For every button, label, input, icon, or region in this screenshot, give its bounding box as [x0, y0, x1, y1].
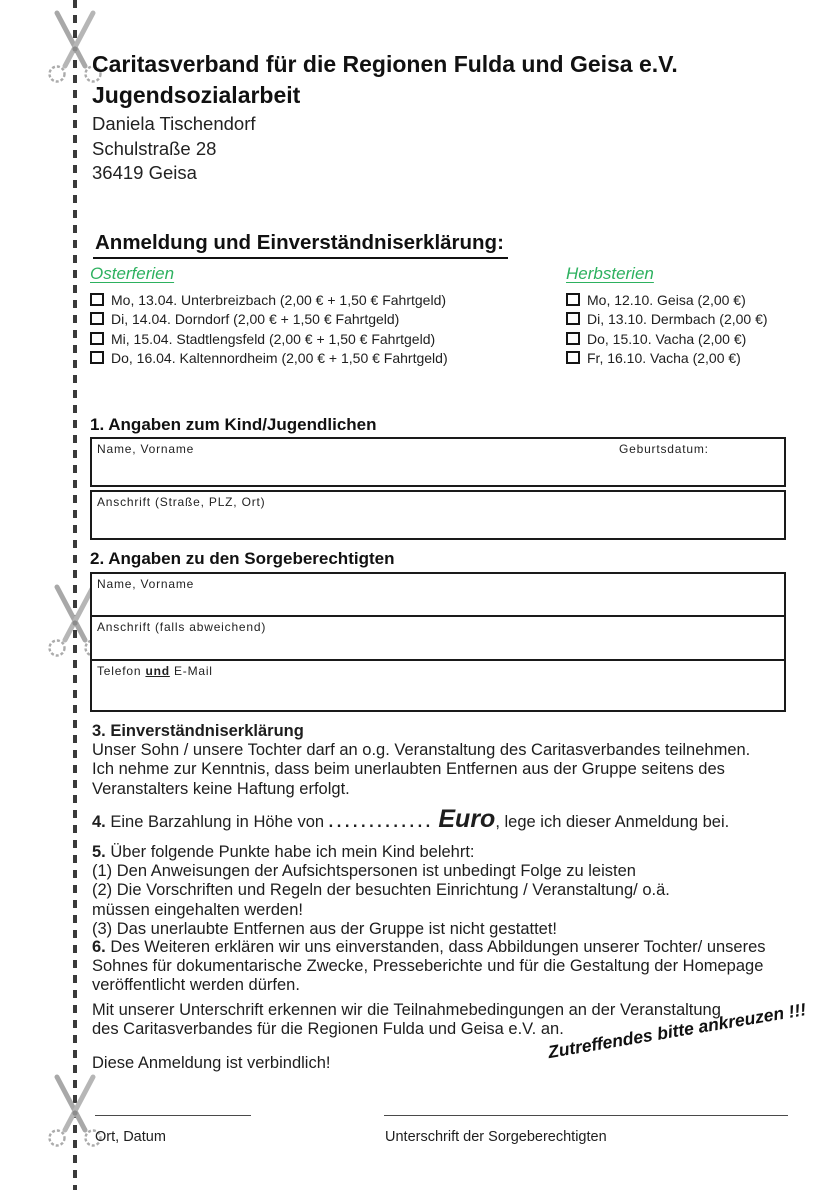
amount-blank[interactable]: ............. [328, 813, 434, 831]
contact-name: Daniela Tischendorf [92, 113, 256, 134]
binding-statement: Diese Anmeldung ist verbindlich! [92, 1054, 331, 1072]
option-label: Mo, 13.04. Unterbreizbach (2,00 € + 1,50 € Fahrtgeld) [111, 292, 447, 308]
form-title: Anmeldung und Einverständniserklärung: [93, 231, 508, 259]
easter-option-row [90, 291, 448, 310]
rules-section [92, 843, 670, 939]
section5-number: 5. [92, 843, 106, 861]
org-department: Jugendsozialarbeit [92, 82, 301, 108]
rules-intro-text: Über folgende Punkte habe ich mein Kind belehrt: [105, 843, 475, 861]
section1-title: 1. Angaben zum Kind/Jugendlichen [90, 415, 377, 434]
und-emphasis: und [145, 664, 170, 678]
org-name: Caritasverband für die Regionen Fulda und Geisa e.V. [92, 51, 678, 77]
ort-datum-label: Ort, Datum [95, 1129, 166, 1145]
autumn-heading: Herbsterien [566, 264, 654, 283]
checkbox-icon[interactable] [90, 351, 104, 364]
checkbox-icon[interactable] [90, 332, 104, 345]
consent-line: Veranstalters keine Haftung erfolgt. [92, 779, 350, 798]
section3-title: 3. Einverständniserklärung [92, 722, 304, 740]
easter-option-row [90, 349, 448, 368]
sorgeberechtigte-signature-line[interactable] [384, 1115, 788, 1116]
rules-intro [92, 843, 670, 862]
closing-line: des Caritasverbandes für die Regionen Fulda und Geisa e.V. an. [92, 1020, 564, 1039]
autumn-option-row [566, 310, 768, 329]
ort-datum-signature-line[interactable] [95, 1115, 251, 1116]
guardian-name-box[interactable] [92, 574, 784, 617]
guardian-name-label: Name, Vorname [97, 577, 195, 591]
option-label: Di, 13.10. Dermbach (2,00 €) [587, 311, 768, 328]
closing-line: Mit unserer Unterschrift erkennen wir die Teilnahmebedingungen an der Veranstaltung [92, 1001, 721, 1019]
guardian-contact-box[interactable] [92, 661, 784, 710]
media-consent-section [92, 938, 766, 996]
option-label: Mi, 15.04. Stadtlengsfeld (2,00 € + 1,50 € Fahrtgeld) [111, 330, 436, 347]
rule-line: (3) Das unerlaubte Entfernen aus der Gruppe ist nicht gestattet! [92, 919, 558, 938]
autumn-option-row [566, 291, 768, 310]
checkbox-icon[interactable] [90, 312, 104, 325]
contact-street: Schulstraße 28 [92, 137, 217, 159]
unterschrift-label: Unterschrift der Sorgeberechtigten [385, 1129, 607, 1145]
rule-line: (1) Den Anweisungen der Aufsichtspersonen ist unbedingt Folge zu leisten [92, 862, 636, 881]
payment-section [92, 805, 730, 833]
consent-section [92, 722, 750, 799]
checkbox-icon[interactable] [566, 312, 580, 325]
payment-text-before: Eine Barzahlung in Höhe von [105, 813, 329, 831]
autumn-option-row [566, 349, 768, 368]
guardian-contact-label [97, 664, 213, 678]
consent-line: Ich nehme zur Kenntnis, dass beim unerlaubten Entfernen aus der Gruppe seitens des [92, 760, 725, 779]
easter-option-row [90, 330, 448, 349]
media-consent-line: veröffentlicht werden dürfen. [92, 976, 300, 995]
rule-line: (2) Die Vorschriften und Regeln der besuchten Einrichtung / Veranstaltung/ o.ä. [92, 881, 670, 900]
child-address-box[interactable] [90, 490, 786, 540]
contact-city: 36419 Geisa [92, 162, 197, 183]
euro-word: Euro [438, 805, 496, 833]
child-name-label: Name, Vorname [97, 442, 195, 456]
ankreuzen-note: Zutreffendes bitte ankreuzen !!! [546, 999, 808, 1063]
rule-line: müssen eingehalten werden! [92, 900, 303, 919]
option-label: Di, 14.04. Dorndorf (2,00 € + 1,50 € Fahrtgeld) [111, 311, 400, 328]
contact-block [92, 112, 256, 186]
media-consent-line [92, 938, 766, 957]
checkbox-icon[interactable] [566, 332, 580, 345]
guardian-address-box[interactable] [92, 617, 784, 661]
checkbox-icon[interactable] [566, 351, 580, 364]
option-label: Fr, 16.10. Vacha (2,00 €) [587, 349, 741, 366]
child-name-box[interactable] [90, 437, 786, 487]
media-consent-line: Sohnes für dokumentarische Zwecke, Presseberichte und für die Gestaltung der Homepage [92, 957, 764, 976]
email-label-part: E-Mail [173, 664, 213, 678]
option-label: Do, 15.10. Vacha (2,00 €) [587, 330, 747, 347]
checkbox-icon[interactable] [90, 293, 104, 306]
payment-text-after: , lege ich dieser Anmeldung bei. [495, 813, 730, 831]
section2-title: 2. Angaben zu den Sorgeberechtigten [90, 549, 395, 568]
autumn-column [566, 264, 768, 368]
easter-column [90, 264, 448, 368]
guardian-address-label: Anschrift (falls abweichend) [97, 620, 267, 634]
section6-number: 6. [92, 938, 106, 956]
option-label: Mo, 12.10. Geisa (2,00 €) [587, 292, 746, 308]
consent-line: Unser Sohn / unsere Tochter darf an o.g. Veranstaltung des Caritasverbandes teilnehmen. [92, 741, 751, 760]
checkbox-icon[interactable] [566, 293, 580, 306]
birthdate-label: Geburtsdatum: [619, 442, 709, 456]
easter-option-row [90, 310, 448, 329]
guardian-box-group [90, 572, 786, 712]
child-address-label: Anschrift (Straße, PLZ, Ort) [97, 495, 266, 509]
media-consent-text: Des Weiteren erklären wir uns einverstanden, dass Abbildungen unserer Tochter/ unseres [105, 938, 766, 956]
section4-number: 4. [92, 813, 106, 831]
easter-heading: Osterferien [90, 264, 175, 283]
autumn-option-row [566, 330, 768, 349]
phone-label-part: Telefon [97, 664, 142, 678]
option-label: Do, 16.04. Kaltennordheim (2,00 € + 1,50 € Fahrtgeld) [111, 349, 448, 366]
